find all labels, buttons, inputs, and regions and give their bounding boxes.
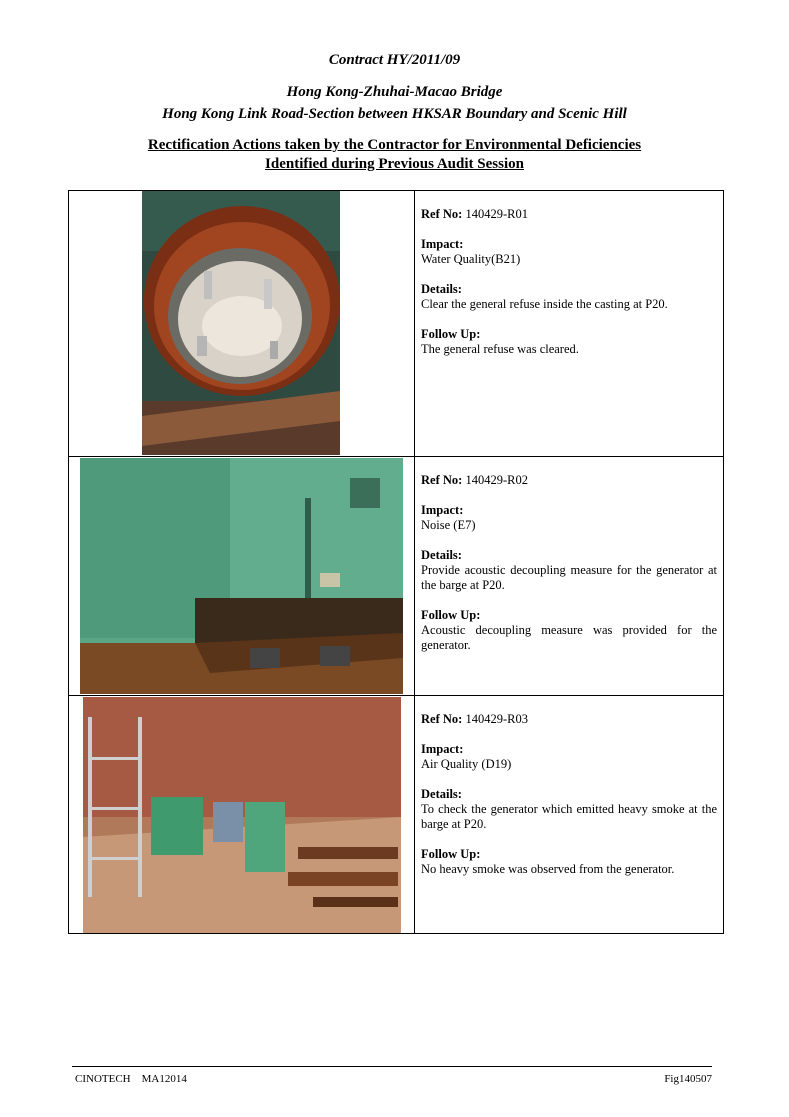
impact-value: Noise (E7) (421, 518, 476, 532)
ref-number: 140429-R03 (465, 712, 528, 726)
ref-number: 140429-R02 (465, 473, 528, 487)
document-title-line1: Rectification Actions taken by the Contractor for Environmental Deficiencies (147, 137, 642, 153)
details-value: To check the generator which emitted heavy smoke at the barge at P20. (421, 802, 717, 831)
record-row-3 (69, 695, 723, 933)
follow-up-value: The general refuse was cleared. (421, 342, 579, 356)
record-details-1 (421, 207, 717, 372)
barge-deck-photo (83, 697, 401, 933)
record-row-1 (69, 191, 723, 456)
follow-up-label: Follow Up: (421, 847, 481, 861)
ref-number: 140429-R01 (465, 207, 528, 221)
follow-up-value: Acoustic decoupling measure was provided for the generator. (421, 623, 717, 652)
footer-company-ref: CINOTECH MA12014 (75, 1073, 187, 1085)
ref-label: Ref No: (421, 207, 463, 221)
project-title-line1: Hong Kong-Zhuhai-Macao Bridge (286, 84, 503, 100)
details-value: Clear the general refuse inside the casting at P20. (421, 297, 668, 311)
project-title-line2: Hong Kong Link Road-Section between HKSAR Boundary and Scenic Hill (162, 106, 627, 122)
contract-number: Contract HY/2011/09 (328, 52, 461, 68)
impact-label: Impact: (421, 503, 464, 517)
footer-divider (72, 1066, 712, 1067)
follow-up-label: Follow Up: (421, 327, 481, 341)
green-generator-photo (80, 458, 403, 694)
ref-label: Ref No: (421, 712, 463, 726)
impact-value: Water Quality(B21) (421, 252, 521, 266)
details-label: Details: (421, 282, 462, 296)
rusty-casing-photo (142, 191, 340, 455)
details-label: Details: (421, 787, 462, 801)
rectification-table (68, 190, 724, 934)
details-value: Provide acoustic decoupling measure for the generator at the barge at P20. (421, 563, 717, 592)
impact-label: Impact: (421, 237, 464, 251)
document-title-line2: Identified during Previous Audit Session (265, 156, 524, 172)
details-label: Details: (421, 548, 462, 562)
record-row-2 (69, 456, 723, 695)
ref-label: Ref No: (421, 473, 463, 487)
record-details-2 (421, 473, 717, 668)
record-details-3 (421, 712, 717, 892)
impact-label: Impact: (421, 742, 464, 756)
follow-up-label: Follow Up: (421, 608, 481, 622)
impact-value: Air Quality (D19) (421, 757, 512, 771)
follow-up-value: No heavy smoke was observed from the generator. (421, 862, 675, 876)
footer-figure-number: Fig140507 (664, 1073, 712, 1085)
